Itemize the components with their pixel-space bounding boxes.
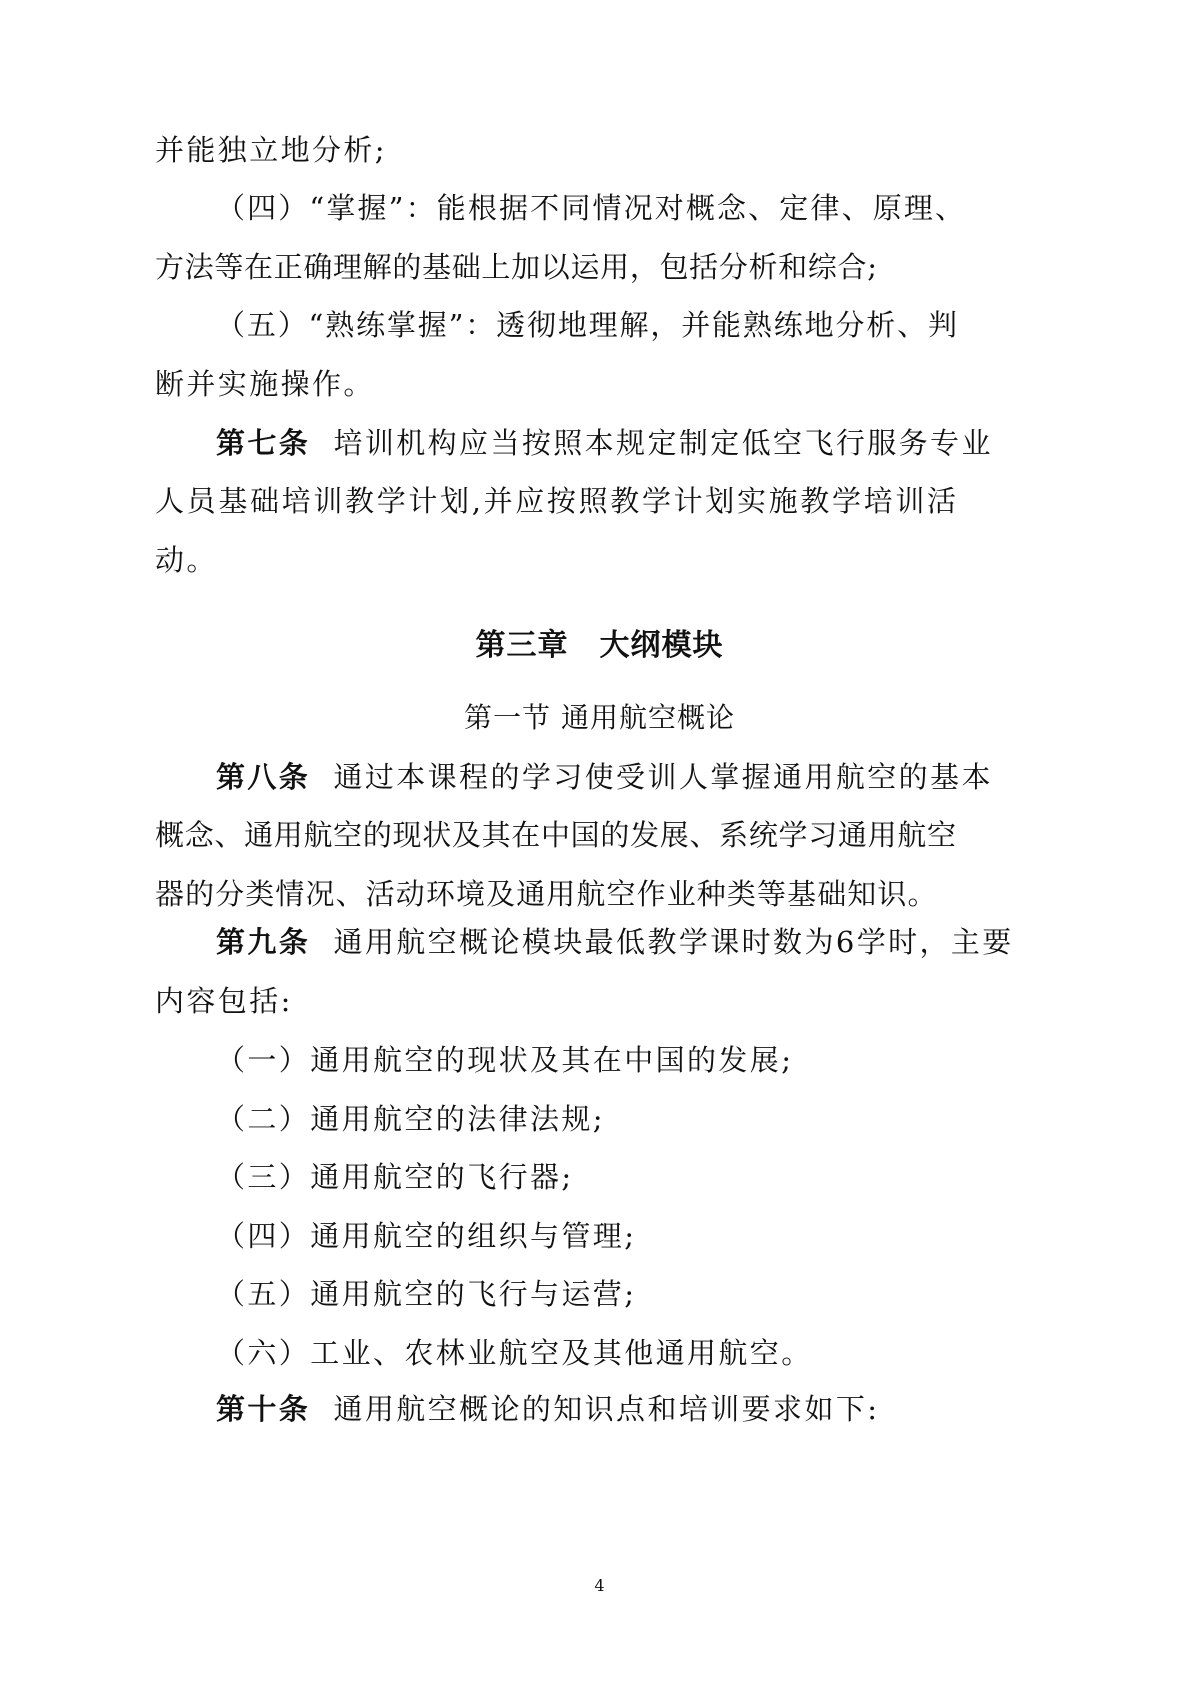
- article-text: 通过本课程的学习使受训人掌握通用航空的基本: [333, 760, 993, 794]
- body-line: 器的分类情况、活动环境及通用航空作业种类等基础知识。: [155, 877, 938, 911]
- body-line: 方法等在正确理解的基础上加以运用，包括分析和综合;: [155, 250, 877, 284]
- article-text: 通用航空概论的知识点和培训要求如下:: [333, 1392, 880, 1426]
- list-item: （三）通用航空的飞行器;: [216, 1160, 574, 1194]
- article-7: [216, 423, 993, 463]
- article-heading: 第八条: [216, 760, 311, 794]
- section-title: 第一节 通用航空概论: [464, 701, 735, 734]
- article-heading: 第十条: [216, 1392, 311, 1426]
- body-line: 人员基础培训教学计划,并应按照教学计划实施教学培训活: [155, 484, 956, 518]
- article-heading: 第九条: [216, 925, 311, 959]
- body-line: 断并实施操作。: [155, 367, 375, 401]
- page-number: 4: [594, 1576, 605, 1595]
- article-8: [216, 757, 993, 797]
- list-item: （四）通用航空的组织与管理;: [216, 1219, 637, 1253]
- body-line: 动。: [155, 543, 218, 577]
- article-10: [216, 1389, 1199, 1429]
- article-text: 通用航空概论模块最低教学课时数为6学时，主要: [333, 925, 1014, 959]
- body-line: （四）“掌握”：能根据不同情况对概念、定律、原理、: [216, 191, 964, 225]
- list-item: （五）通用航空的飞行与运营;: [216, 1277, 637, 1311]
- list-item: （六）工业、农林业航空及其他通用航空。: [216, 1336, 813, 1370]
- list-item: （二）通用航空的法律法规;: [216, 1102, 605, 1136]
- list-item: （一）通用航空的现状及其在中国的发展;: [216, 1043, 794, 1077]
- body-line: 概念、通用航空的现状及其在中国的发展、系统学习通用航空: [155, 818, 956, 852]
- body-line: 内容包括:: [155, 984, 293, 1018]
- article-9: [216, 922, 1014, 962]
- body-line: （五）“熟练掌握”：透彻地理解，并能熟练地分析、判: [216, 308, 957, 342]
- chapter-title: 第三章 大纲模块: [475, 628, 724, 663]
- article-text: 培训机构应当按照本规定制定低空飞行服务专业: [333, 426, 993, 460]
- article-heading: 第七条: [216, 426, 311, 460]
- body-line: 并能独立地分析;: [155, 133, 387, 167]
